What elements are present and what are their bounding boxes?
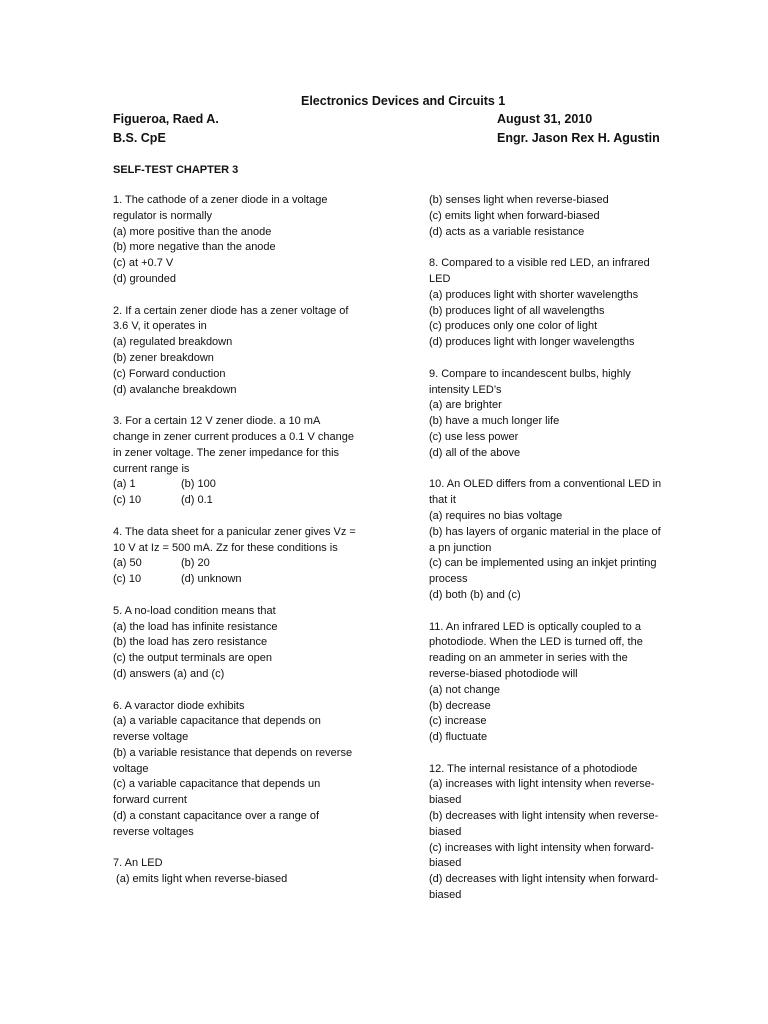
answer-option: (d) produces light with longer wavelengths — [429, 336, 635, 349]
question-line: photodiode. When the LED is turned off, the — [429, 636, 643, 649]
answer-option: (c) a variable capacitance that depends un — [113, 778, 321, 791]
left-column — [113, 193, 368, 904]
answer-row — [113, 493, 368, 509]
answer-option: (c) 10 — [113, 494, 142, 507]
answer-option: (c) emits light when forward-biased — [429, 209, 600, 222]
answer-option: (a) emits light when reverse-biased — [113, 873, 288, 886]
answer-option: (a) 50 — [113, 557, 142, 570]
question-3 — [113, 414, 368, 509]
answer-option: (b) decreases with light intensity when reverse- — [429, 810, 659, 823]
answer-option: (a) more positive than the anode — [113, 225, 272, 238]
document-title: Electronics Devices and Circuits 1 — [301, 94, 506, 108]
answer-option: (c) Forward conduction — [113, 367, 226, 380]
question-line: 10 V at Iz = 500 mA. Zz for these conditions is — [113, 541, 338, 554]
question-10 — [429, 477, 679, 603]
answer-option: a pn junction — [429, 541, 492, 554]
answer-option: (c) at +0.7 V — [113, 257, 174, 270]
question-line: that it — [429, 494, 456, 507]
question-line: reverse-biased photodiode will — [429, 667, 578, 680]
answer-option: (d) both (b) and (c) — [429, 588, 521, 601]
question-line: LED — [429, 272, 451, 285]
question-2 — [113, 304, 368, 399]
answer-option: (a) the load has infinite resistance — [113, 620, 278, 633]
answer-option: (d) 0.1 — [181, 494, 213, 507]
answer-option: forward current — [113, 794, 187, 807]
question-line: 8. Compared to a visible red LED, an infrared — [429, 257, 650, 270]
answer-option: (d) unknown — [181, 573, 242, 586]
answer-option: (d) all of the above — [429, 446, 521, 459]
answer-option: (b) zener breakdown — [113, 351, 214, 364]
answer-option: (b) senses light when reverse-biased — [429, 194, 609, 206]
question-9 — [429, 367, 679, 462]
answer-option: reverse voltage — [113, 731, 189, 744]
section-title: SELF-TEST CHAPTER 3 — [113, 164, 239, 176]
question-line: 10. An OLED differs from a conventional LED in — [429, 478, 662, 491]
answer-option: (c) produces only one color of light — [429, 320, 598, 333]
answer-option: (b) decrease — [429, 699, 491, 712]
question-line: 4. The data sheet for a panicular zener gives Vz = — [113, 525, 356, 538]
question-7-continued — [429, 193, 679, 240]
question-5 — [113, 604, 368, 683]
answer-row — [113, 556, 368, 572]
question-line: change in zener current produces a 0.1 V change — [113, 430, 354, 443]
answer-option: (a) 1 — [113, 478, 136, 491]
answer-option: biased — [429, 857, 462, 870]
question-6 — [113, 699, 368, 841]
answer-option: (a) produces light with shorter wavelengths — [429, 288, 639, 301]
question-line: 9. Compare to incandescent bulbs, highly — [429, 367, 631, 380]
student-name: Figueroa, Raed A. — [113, 112, 219, 126]
answer-option: (c) 10 — [113, 573, 142, 586]
answer-option: (a) requires no bias voltage — [429, 509, 563, 522]
question-1 — [113, 193, 368, 288]
question-line: intensity LED’s — [429, 383, 502, 396]
question-8 — [429, 256, 679, 351]
question-line: 1. The cathode of a zener diode in a voltage — [113, 194, 328, 206]
answer-option: (a) are brighter — [429, 399, 502, 412]
answer-option: (c) use less power — [429, 430, 519, 443]
question-12 — [429, 762, 679, 904]
answer-option: (c) can be implemented using an inkjet printing — [429, 557, 657, 570]
question-line: 5. A no-load condition means that — [113, 604, 276, 617]
answer-option: (d) a constant capacitance over a range of — [113, 810, 320, 823]
answer-option: (b) 100 — [181, 478, 216, 491]
answer-option: (d) answers (a) and (c) — [113, 667, 225, 680]
answer-option: (c) increases with light intensity when forward- — [429, 841, 654, 854]
answer-option: (b) more negative than the anode — [113, 241, 276, 254]
answer-option: (d) avalanche breakdown — [113, 383, 237, 396]
answer-option: (a) a variable capacitance that depends on — [113, 715, 321, 728]
question-line: reading on an ammeter in series with the — [429, 652, 628, 665]
answer-option: (a) increases with light intensity when reverse- — [429, 778, 655, 791]
answer-option: biased — [429, 794, 462, 807]
question-11 — [429, 620, 679, 746]
answer-option: biased — [429, 825, 462, 838]
question-line: 7. An LED — [113, 857, 163, 870]
answer-option: (a) regulated breakdown — [113, 336, 233, 349]
answer-option: biased — [429, 889, 462, 902]
answer-option: (b) has layers of organic material in the place of — [429, 525, 661, 538]
answer-option: (c) increase — [429, 715, 487, 728]
question-line: 11. An infrared LED is optically coupled to a — [429, 620, 641, 633]
course: B.S. CpE — [113, 131, 166, 145]
answer-option: (b) produces light of all wavelengths — [429, 304, 605, 317]
question-line: 3. For a certain 12 V zener diode. a 10 mA — [113, 415, 321, 428]
question-line: regulator is normally — [113, 209, 213, 222]
answer-option: (d) acts as a variable resistance — [429, 225, 585, 238]
answer-option: (d) fluctuate — [429, 731, 488, 744]
answer-option: process — [429, 573, 468, 586]
answer-option: (b) have a much longer life — [429, 415, 560, 428]
answer-row — [113, 572, 368, 588]
answer-option: voltage — [113, 762, 149, 775]
question-line: in zener voltage. The zener impedance for this — [113, 446, 340, 459]
answer-option: (d) decreases with light intensity when forward- — [429, 873, 659, 886]
answer-option: (b) 20 — [181, 557, 210, 570]
question-7 — [113, 856, 368, 888]
question-4 — [113, 525, 368, 588]
answer-option: (b) a variable resistance that depends on reverse — [113, 746, 353, 759]
question-line: 3.6 V, it operates in — [113, 320, 207, 333]
question-line: 6. A varactor diode exhibits — [113, 699, 245, 712]
answer-option: (a) not change — [429, 683, 500, 696]
answer-row — [113, 477, 368, 493]
answer-option: (d) grounded — [113, 272, 176, 285]
answer-option: reverse voltages — [113, 825, 194, 838]
right-column — [429, 193, 679, 920]
question-line: current range is — [113, 462, 190, 475]
answer-option: (c) the output terminals are open — [113, 652, 272, 665]
date: August 31, 2010 — [497, 112, 593, 126]
question-line: 2. If a certain zener diode has a zener voltage of — [113, 304, 349, 317]
instructor: Engr. Jason Rex H. Agustin — [497, 131, 660, 145]
question-line: 12. The internal resistance of a photodiode — [429, 762, 638, 775]
answer-option: (b) the load has zero resistance — [113, 636, 268, 649]
